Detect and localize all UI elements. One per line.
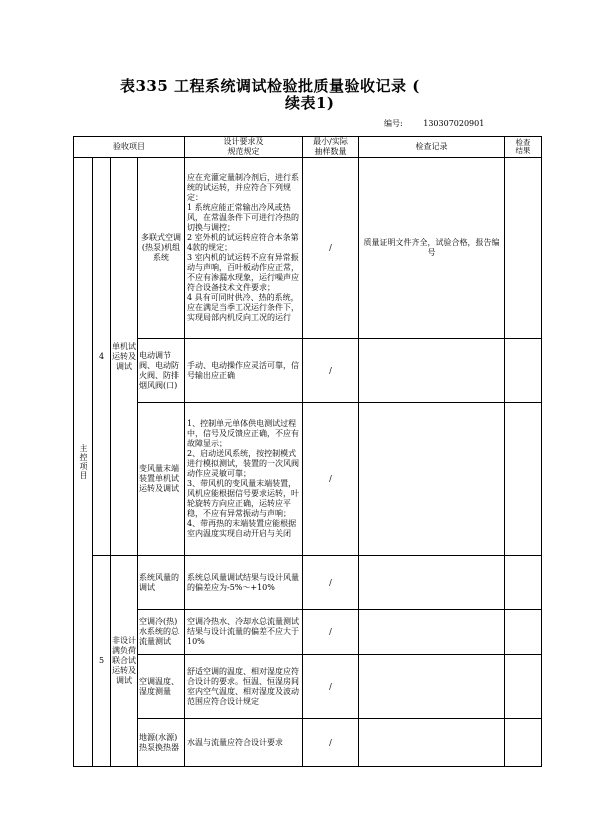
item-requirement: 水温与流量应符合设计要求 [185,719,303,767]
item-record [359,655,505,719]
item-record [359,403,505,556]
title-line-1: 表335 工程系统调试检验批质量验收记录 ( [120,77,420,95]
item-requirement: 1、控制单元单体供电测试过程中，信号及反馈应正确，不应有故障显示； 2、启动送风系统，按控制模式进行模拟测试，装置的一次风阀动作应灵敏可靠； 3、带风机的变风量末端装置，风机应能根据信号要求运转，叶轮旋转方向应正确，运转应平稳，不应有异常振动与声响； 4、带再热的末端装置应能根据室内温度实现自动开启与关闭 [185,403,303,556]
table-row [74,158,542,339]
item-sample: / [303,655,359,719]
item-record [359,556,505,610]
item-requirement: 舒适空调的温度、相对湿度应符合设计的要求。恒温、恒湿房间室内空气温度、相对湿度及波动范围应符合设计规定 [185,655,303,719]
group-name: 非设计满负荷联合试运转及调试 [111,556,138,767]
item-result [505,158,542,339]
document-title [120,78,510,112]
table-row [74,719,542,767]
item-name: 电动调节阀、电动防火阀、防排烟风阀(口) [138,339,185,403]
item-name: 空调温度、湿度测量 [138,655,185,719]
header-result: 检查 结果 [505,137,542,158]
item-name: 多联式空调(热泵)机组系统 [138,158,185,339]
item-sample: / [303,158,359,339]
header-record: 检查记录 [359,137,505,158]
item-record [359,610,505,655]
item-name: 空调冷(热)水系统的总流量测试 [138,610,185,655]
table-row [74,610,542,655]
item-record [359,339,505,403]
item-result [505,556,542,610]
header-item: 验收项目 [74,137,185,158]
item-sample: / [303,719,359,767]
item-result [505,655,542,719]
item-name: 地源(水源)热泵换热器 [138,719,185,767]
header-requirement: 设计要求及 规范规定 [185,137,303,158]
item-requirement: 空调冷热水、冷却水总流量测试结果与设计流量的偏差不应大于10% [185,610,303,655]
item-requirement: 系统总风量调试结果与设计风量的偏差应为-5%～+10% [185,556,303,610]
doc-number-value: 130307020901 [423,119,485,128]
item-requirement: 应在充灌定量制冷剂后，进行系统的试运转，并应符合下列规定： 1 系统应能正常输出冷风或热风，在常温条件下可进行冷热的切换与调控； 2 室外机的试运转应符合本条第4款的规定； 3 室内机的试运转不应有异常振动与声响，百叶板动作应正常，不应有渗漏水现象，运行噪声应符合设备技术文件要求； 4 具有可同时供冷、热的系统，应在满足当季工况运行条件下，实现局部内机反向工况的运行 [185,158,303,339]
item-sample: / [303,403,359,556]
item-sample: / [303,556,359,610]
table-row [74,339,542,403]
table-row [74,556,542,610]
item-requirement: 手动、电动操作应灵活可靠，信号输出应正确 [185,339,303,403]
item-result [505,403,542,556]
inspection-table [73,136,542,767]
item-record: 质量证明文件齐全，试验合格，报告编号 [359,158,505,339]
item-sample: / [303,339,359,403]
item-result [505,339,542,403]
table-row [74,655,542,719]
doc-number [384,118,484,129]
table-row [74,403,542,556]
item-record [359,719,505,767]
item-result [505,610,542,655]
table-header-row [74,137,542,158]
title-line-2: 续表1) [285,94,335,112]
item-name: 系统风量的调试 [138,556,185,610]
section-label: 主控项目 [74,158,93,767]
header-sample: 最小/实际 抽样数量 [303,137,359,158]
group-name: 单机试运转及调试 [111,158,138,556]
group-number: 4 [93,158,111,556]
item-result [505,719,542,767]
item-name: 变风量末端装置单机试运转及调试 [138,403,185,556]
group-number: 5 [93,556,111,767]
item-sample: / [303,610,359,655]
doc-number-label: 编号: [384,119,403,128]
